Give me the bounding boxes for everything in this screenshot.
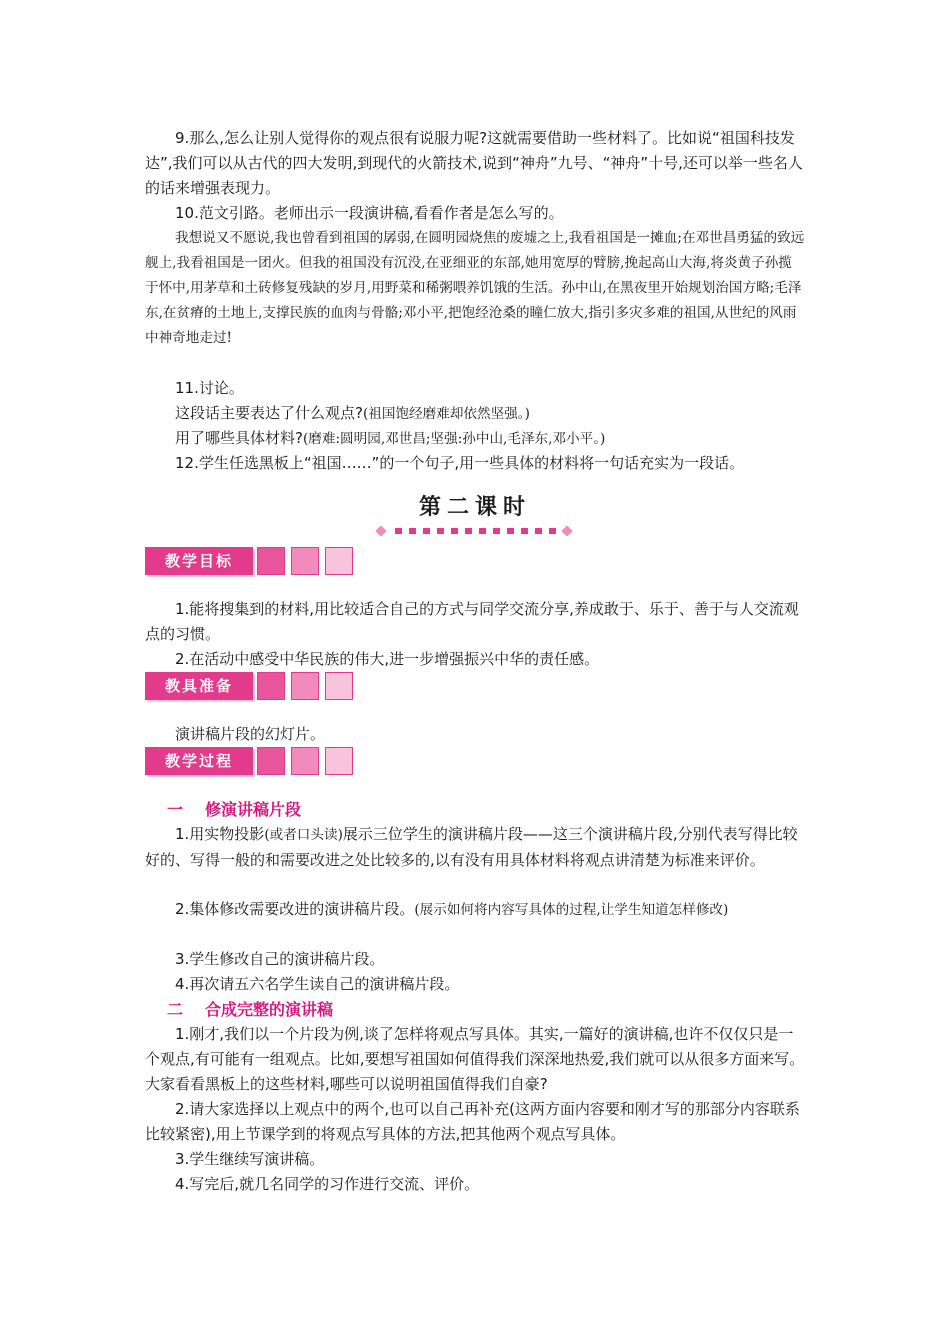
answer-note: (磨难:圆明园,邓世昌;坚强:孙中山,毛泽东,邓小平。) (302, 431, 606, 447)
question-text: 这段话主要表达了什么观点? (175, 404, 363, 422)
badge-square (257, 547, 285, 575)
badge-square (257, 672, 285, 700)
step-text: 1.用实物投影 (175, 825, 265, 843)
lesson-title-ornament (375, 526, 575, 536)
question-text: 用了哪些具体材料? (175, 429, 303, 447)
step-2-2: 2.请大家选择以上观点中的两个,也可以自己再补充(这两方面内容要和刚才写的那部分内容联系比较紧密),用上节课学到的将观点写具体的方法,把其他两个观点写具体。 (145, 1100, 800, 1143)
step-2-3: 3.学生继续写演讲稿。 (175, 1150, 325, 1168)
paragraph-11: 11.讨论。 (175, 379, 244, 397)
goal-2: 2.在活动中感受中华民族的伟大,进一步增强振兴中华的责任感。 (175, 650, 600, 668)
section-number: 二 (166, 1000, 183, 1019)
badge-square (257, 747, 285, 775)
goal-1: 1.能将搜集到的材料,用比较适合自己的方式与同学交流分享,养成敢于、乐于、善于与人交流观点的习惯。 (145, 600, 799, 643)
paragraph-10: 10.范文引路。老师出示一段演讲稿,看看作者是怎么写的。 (175, 204, 564, 222)
step-1-3: 3.学生修改自己的演讲稿片段。 (175, 950, 385, 968)
badge-label: 教具准备 (145, 672, 253, 700)
step-1-1 (145, 822, 805, 873)
step-2-4: 4.写完后,就几名同学的习作进行交流、评价。 (175, 1175, 480, 1193)
paragraph-9: 9.那么,怎么让别人觉得你的观点很有说服力呢?这就需要借助一些材料了。比如说“祖国科技发达”,我们可以从古代的四大发明,到现代的火箭技术,说到“神舟”九号、“神舟”十号,还可以举一些名人的话来增强表现力。 (145, 129, 803, 197)
tools-text: 演讲稿片段的幻灯片。 (175, 725, 326, 743)
lesson-title-text: 第二课时 (418, 495, 531, 520)
speech-excerpt: 我想说又不愿说,我也曾看到祖国的孱弱,在圆明园烧焦的废墟之上,我看祖国是一摊血;在邓世昌勇猛的致远舰上,我看祖国是一团火。但我的祖国没有沉没,在亚细亚的东部,她用宽厚的臂膀,挽起高山大海,将炎黄子孙揽于怀中,用茅草和土砖修复残缺的岁月,用野菜和稀粥喂养饥饿的生活。孙中山,在黑夜里开始规划治国方略;毛泽东,在贫瘠的土地上,支撑民族的血肉与骨骼;邓小平,把饱经沧桑的瞳仁放大,指引多灾多难的祖国,从世纪的风雨中神奇地走过! (145, 230, 805, 346)
badge-square (325, 547, 353, 575)
section-number: 一 (166, 800, 183, 819)
badge-square (291, 747, 319, 775)
step-note: (或者口头读) (264, 827, 343, 843)
badge-label: 教学过程 (145, 747, 253, 775)
step-text: 展示三位学生的演讲稿片段——这三个演讲稿片段,分别代表写得比较好的、写得一般的和需要改进之处比较多的,以有没有用具体材料将观点讲清楚为标准来评价。 (145, 825, 798, 869)
section-heading-1 (145, 797, 301, 822)
step-1-4: 4.再次请五六名学生读自己的演讲稿片段。 (175, 975, 460, 993)
step-note: (展示如何将内容写具体的过程,让学生知道怎样修改) (414, 902, 729, 918)
answer-note: (祖国饱经磨难却依然坚强。) (362, 406, 530, 422)
section-title: 合成完整的演讲稿 (205, 1000, 334, 1019)
section-heading-2 (145, 997, 333, 1022)
section-title: 修演讲稿片段 (205, 800, 302, 819)
paragraph-12: 12.学生任选黑板上“祖国……”的一个句子,用一些具体的材料将一句话充实为一段话。 (175, 454, 745, 472)
step-2-1: 1.刚才,我们以一个片段为例,谈了怎样将观点写具体。其实,一篇好的演讲稿,也许不仅仅只是一个观点,有可能有一组观点。比如,要想写祖国如何值得我们深深地热爱,我们就可以从很多方面来写。大家看看黑板上的这些材料,哪些可以说明祖国值得我们自豪? (145, 1025, 805, 1093)
badge-label: 教学目标 (145, 547, 253, 575)
question-materials (145, 426, 805, 452)
step-text: 2.集体修改需要改进的演讲稿片段。 (175, 900, 415, 918)
badge-square (291, 672, 319, 700)
badge-square (325, 747, 353, 775)
badge-square (291, 547, 319, 575)
question-viewpoint (145, 401, 805, 427)
lesson-title (375, 492, 575, 542)
step-1-2 (145, 897, 805, 923)
badge-square (325, 672, 353, 700)
